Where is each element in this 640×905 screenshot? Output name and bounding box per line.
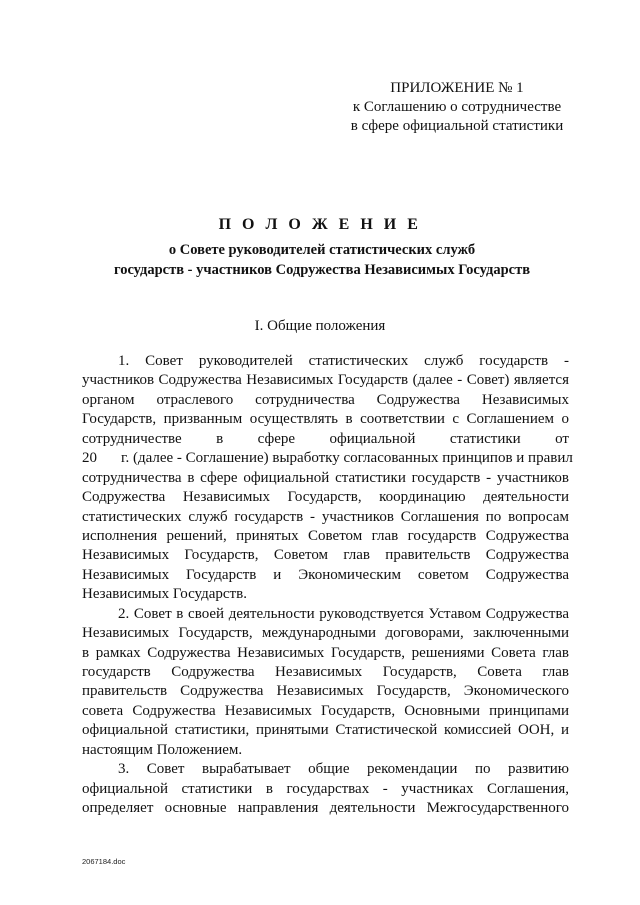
paragraph-1-line: Независимых Государств, Советом глав правительств Содружества: [82, 547, 569, 564]
paragraph-1-line: Государств, призванным осуществлять в соответствии с Соглашением о: [82, 411, 569, 428]
annex-reference-line2: в сфере официальной статистики: [350, 118, 564, 134]
paragraph-3-line: официальной статистики в государствах - участниках Соглашения,: [82, 780, 569, 797]
paragraph-2-line: официальной статистики, принятыми Статистической комиссией ООН, и: [82, 722, 569, 739]
paragraph-1-line: 1. Совет руководителей статистических служб государств -: [118, 353, 569, 369]
paragraph-1-line: исполнения решений, принятых Советом глав государств Содружества: [82, 527, 569, 544]
paragraph-2-line: совета Содружества Независимых Государств, Основными принципами: [82, 702, 569, 719]
paragraph-1-line: Независимых Государств.: [82, 586, 247, 603]
paragraph-2-line: государств Содружества Независимых Государств, Совета глав: [82, 664, 569, 680]
paragraph-1-line: статистических служб государств - участников Соглашения по вопросам: [82, 508, 569, 525]
paragraph-3-line: определяет основные направления деятельности Межгосударственного: [82, 800, 569, 817]
paragraph-2-line: в рамках Содружества Независимых Государств, решениями Совета глав: [82, 644, 569, 661]
annex-header: [332, 79, 582, 136]
annex-number: ПРИЛОЖЕНИЕ № 1: [390, 80, 524, 96]
section-heading: I. Общие положения: [254, 318, 386, 334]
paragraph-3-line: 3. Совет вырабатывает общие рекомендации по развитию: [118, 761, 569, 778]
paragraph-1-line: сотрудничестве в сфере официальной статистики от: [82, 430, 569, 447]
footer-filename: 2067184.doc: [82, 857, 126, 866]
paragraph-2-line: 2. Совет в своей деятельности руководствуется Уставом Содружества: [118, 605, 569, 622]
date-continuation: г. (далее - Соглашение) выработку согласованных принципов и правил: [121, 450, 573, 467]
document-subtitle: [60, 240, 584, 280]
paragraph-1-line: [82, 449, 573, 468]
paragraph-1-line: Независимых Государств и Экономическим советом Содружества: [82, 566, 569, 583]
date-year-prefix: 20: [82, 450, 97, 467]
paragraph-2-line: правительств Содружества Независимых Государств, Экономического: [82, 683, 569, 700]
document-title: П О Л О Ж Е Н И Е: [218, 216, 422, 233]
annex-reference-line1: к Соглашению о сотрудничестве: [352, 99, 562, 115]
subtitle-line1: о Совете руководителей статистических служб: [168, 242, 476, 258]
paragraph-1-line: сотрудничества в сфере официальной статистики государств - участников: [82, 469, 569, 486]
paragraph-1-line: Содружества Независимых Государств, координацию деятельности: [82, 489, 569, 506]
paragraph-1-line: участников Содружества Независимых Государств (далее - Совет) является: [82, 372, 569, 389]
subtitle-line2: государств - участников Содружества Независимых Государств: [113, 262, 531, 278]
paragraph-2-line: Независимых Государств, международными договорами, заключенными: [82, 625, 569, 642]
paragraph-1-line: органом отраслевого сотрудничества Содружества Независимых: [82, 391, 569, 408]
document-body: [82, 352, 573, 819]
paragraph-2-line: настоящим Положением.: [82, 741, 243, 758]
